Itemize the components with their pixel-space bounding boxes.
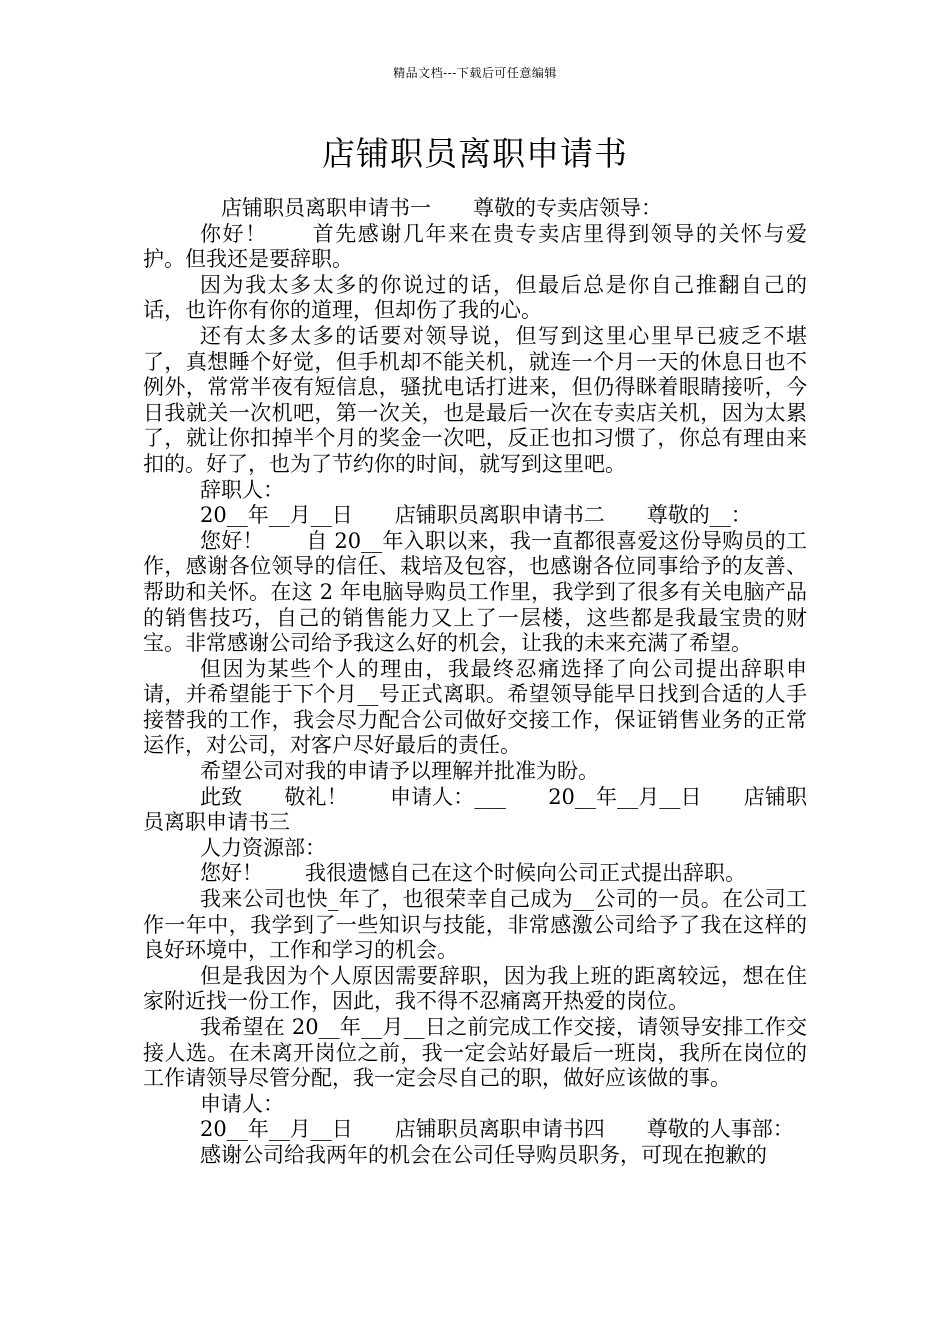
paragraph: 感谢公司给我两年的机会在公司任导购员职务，可现在抱歉的 [200,1142,767,1167]
paragraph: 希望公司对我的申请予以理解并批准为盼。 [200,759,599,784]
paragraph: 人力资源部： [200,835,326,860]
page-header-note: 精品文档---下载后可任意编辑 [393,66,557,80]
document-title: 店铺职员离职申请书 [322,134,628,173]
paragraph: 此致 敬礼！ 申请人：___ 20__年__月__日 店铺职员离职申请书三 [143,784,807,835]
paragraph: 因为我太多太多的你说过的话，但最后总是你自己推翻自己的话，也许你有你的道理，但却伤了我的心。 [143,272,807,323]
paragraph: 还有太多太多的话要对领导说，但写到这里心里早已疲乏不堪了，真想睡个好觉，但手机却不能关机，就连一个月一天的休息日也不例外，常常半夜有短信息，骚扰电话打进来，但仍得眯着眼睛接听，今日我就关一次机吧，第一次关，也是最后一次在专卖店关机，因为太累了，就让你扣掉半个月的奖金一次吧，反正也扣习惯了，你总有理由来扣的。好了，也为了节约你的时间，就写到这里吧。 [143,323,807,476]
paragraph: 但因为某些个人的理由，我最终忍痛选择了向公司提出辞职申请，并希望能于下个月__号正式离职。希望领导能早日找到合适的人手接替我的工作，我会尽力配合公司做好交接工作，保证销售业务的正常运作，对公司，对客户尽好最后的责任。 [143,656,807,758]
paragraph: 但是我因为个人原因需要辞职，因为我上班的距离较远，想在住家附近找一份工作，因此，我不得不忍痛离开热爱的岗位。 [143,963,807,1014]
paragraph: 20__年__月__日 店铺职员离职申请书四 尊敬的人事部： [200,1117,794,1142]
paragraph: 申请人： [200,1091,284,1116]
document-body [143,196,807,1169]
paragraph: 20__年__月__日 店铺职员离职申请书二 尊敬的__： [200,503,752,528]
paragraph: 你好！ 首先感谢几年来在贵专卖店里得到领导的关怀与爱护。但我还是要辞职。 [143,221,807,272]
paragraph: 我希望在 20__年__月__日之前完成工作交接，请领导安排工作交接人选。在未离开岗位之前，我一定会站好最后一班岗，我所在岗位的工作请领导尽管分配，我一定会尽自己的职，做好应该做的事。 [143,1015,807,1091]
paragraph: 辞职人： [200,477,284,502]
paragraph: 您好！ 我很遗憾自己在这个时候向公司正式提出辞职。 [200,861,746,886]
paragraph: 我来公司也快_年了，也很荣幸自己成为__公司的一员。在公司工作一年中，我学到了一些知识与技能，非常感激公司给予了我在这样的良好环境中，工作和学习的机会。 [143,887,807,963]
paragraph: 您好！ 自 20__年入职以来，我一直都很喜爱这份导购员的工作，感谢各位领导的信任、栽培及包容，也感谢各位同事给予的友善、帮助和关怀。在这 2 年电脑导购员工作里，我学到了很多有关电脑产品的销售技巧，自己的销售能力又上了一层楼，这些都是我最宝贵的财宝。非常感谢公司给予我这么好的机会，让我的未来充满了希望。 [143,528,807,656]
paragraph: 店铺职员离职申请书一 尊敬的专卖店领导： [221,196,662,220]
